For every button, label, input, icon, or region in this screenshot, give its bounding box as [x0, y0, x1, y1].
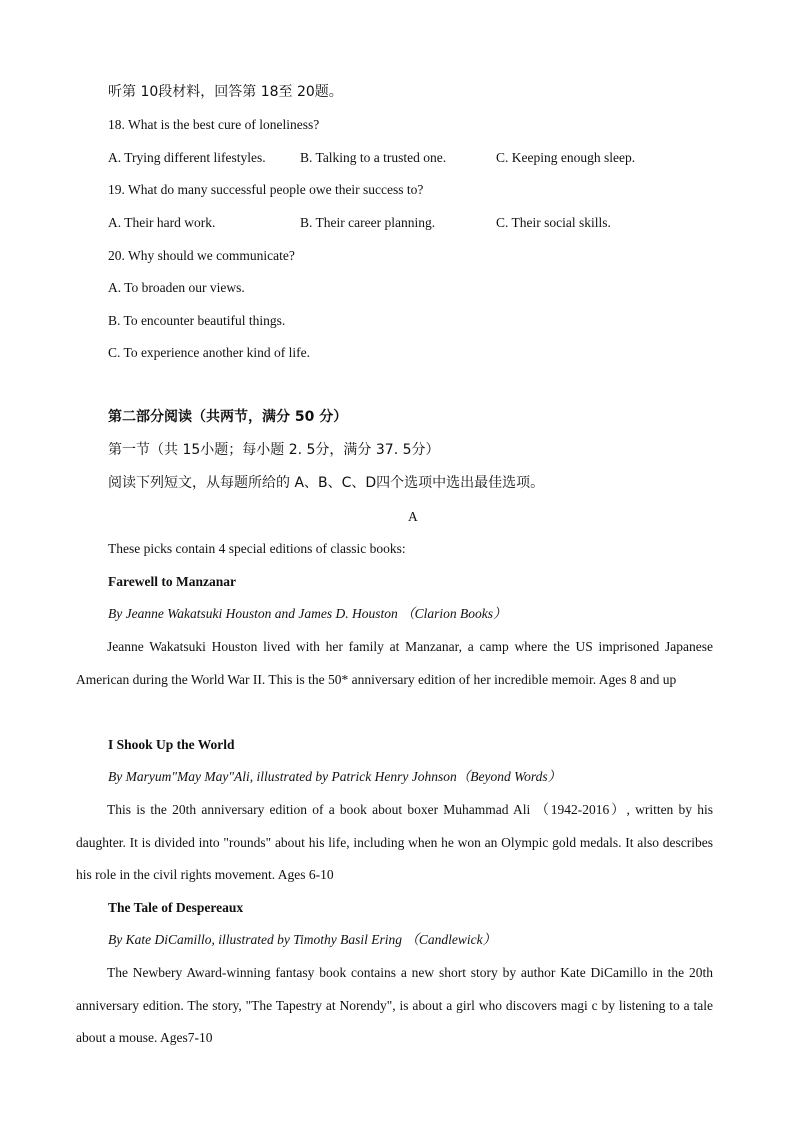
- question-20-option-c: C. To experience another kind of life.: [108, 345, 310, 360]
- question-18-stem: 18. What is the best cure of loneliness?: [108, 117, 320, 132]
- book-3-title: The Tale of Despereaux: [108, 900, 244, 915]
- question-18-option-c: C. Keeping enough sleep.: [496, 150, 636, 165]
- book-1-description: Jeanne Wakatsuki Houston lived with her family at Manzanar, a camp where the US imprisoned Japanese American during the World War II. This is the 50* anniversary edition of her incredible memoir. Ages 8 and up: [76, 639, 713, 687]
- question-19-option-a: A. Their hard work.: [108, 215, 216, 230]
- book-3-description: The Newbery Award-winning fantasy book contains a new short story by author Kate DiCamillo in the 20th anniversary edition. The story, "The Tapestry at Norendy", is about a girl who discovers magi c by listening to a tale about a mouse. Ages7-10: [76, 965, 713, 1046]
- question-20-stem: 20. Why should we communicate?: [108, 248, 295, 263]
- passage-intro: These picks contain 4 special editions of classic books:: [108, 541, 406, 556]
- book-2-byline: By Maryum"May May"Ali, illustrated by Patrick Henry Johnson（Beyond Words）: [108, 769, 562, 784]
- question-20-option-a: A. To broaden our views.: [108, 280, 245, 295]
- listening-section-header: 听第 10段材料，回答第 18至 20题。: [108, 84, 343, 100]
- book-1-byline: By Jeanne Wakatsuki Houston and James D. Houston （Clarion Books）: [108, 606, 507, 621]
- passage-label: A: [408, 509, 418, 524]
- question-19-option-c: C. Their social skills.: [496, 215, 611, 230]
- reading-instructions: 阅读下列短文，从每题所给的 A、B、C、D四个选项中选出最佳选项。: [108, 475, 545, 491]
- question-18-option-a: A. Trying different lifestyles.: [108, 150, 266, 165]
- book-2-description: This is the 20th anniversary edition of a book about boxer Muhammad Ali （1942-2016）, written by his daughter. It is divided into "rounds" about his life, including when he won an Olympic gold medals. It also describes his role in the civil rights movement. Ages 6-10: [76, 802, 713, 883]
- book-1-title: Farewell to Manzanar: [108, 574, 236, 589]
- question-19-option-b: B. Their career planning.: [300, 215, 436, 230]
- reading-part-title: 第二部分阅读（共两节，满分 50 分）: [108, 409, 348, 425]
- question-18-option-b: B. Talking to a trusted one.: [300, 150, 447, 165]
- question-20-option-b: B. To encounter beautiful things.: [108, 313, 286, 328]
- book-3-byline: By Kate DiCamillo, illustrated by Timothy Basil Ering （Candlewick）: [108, 932, 497, 947]
- question-19-stem: 19. What do many successful people owe their success to?: [108, 182, 424, 197]
- reading-section-title: 第一节（共 15小题；每小题 2. 5分，满分 37. 5分）: [108, 442, 440, 458]
- book-2-title: I Shook Up the World: [108, 737, 235, 752]
